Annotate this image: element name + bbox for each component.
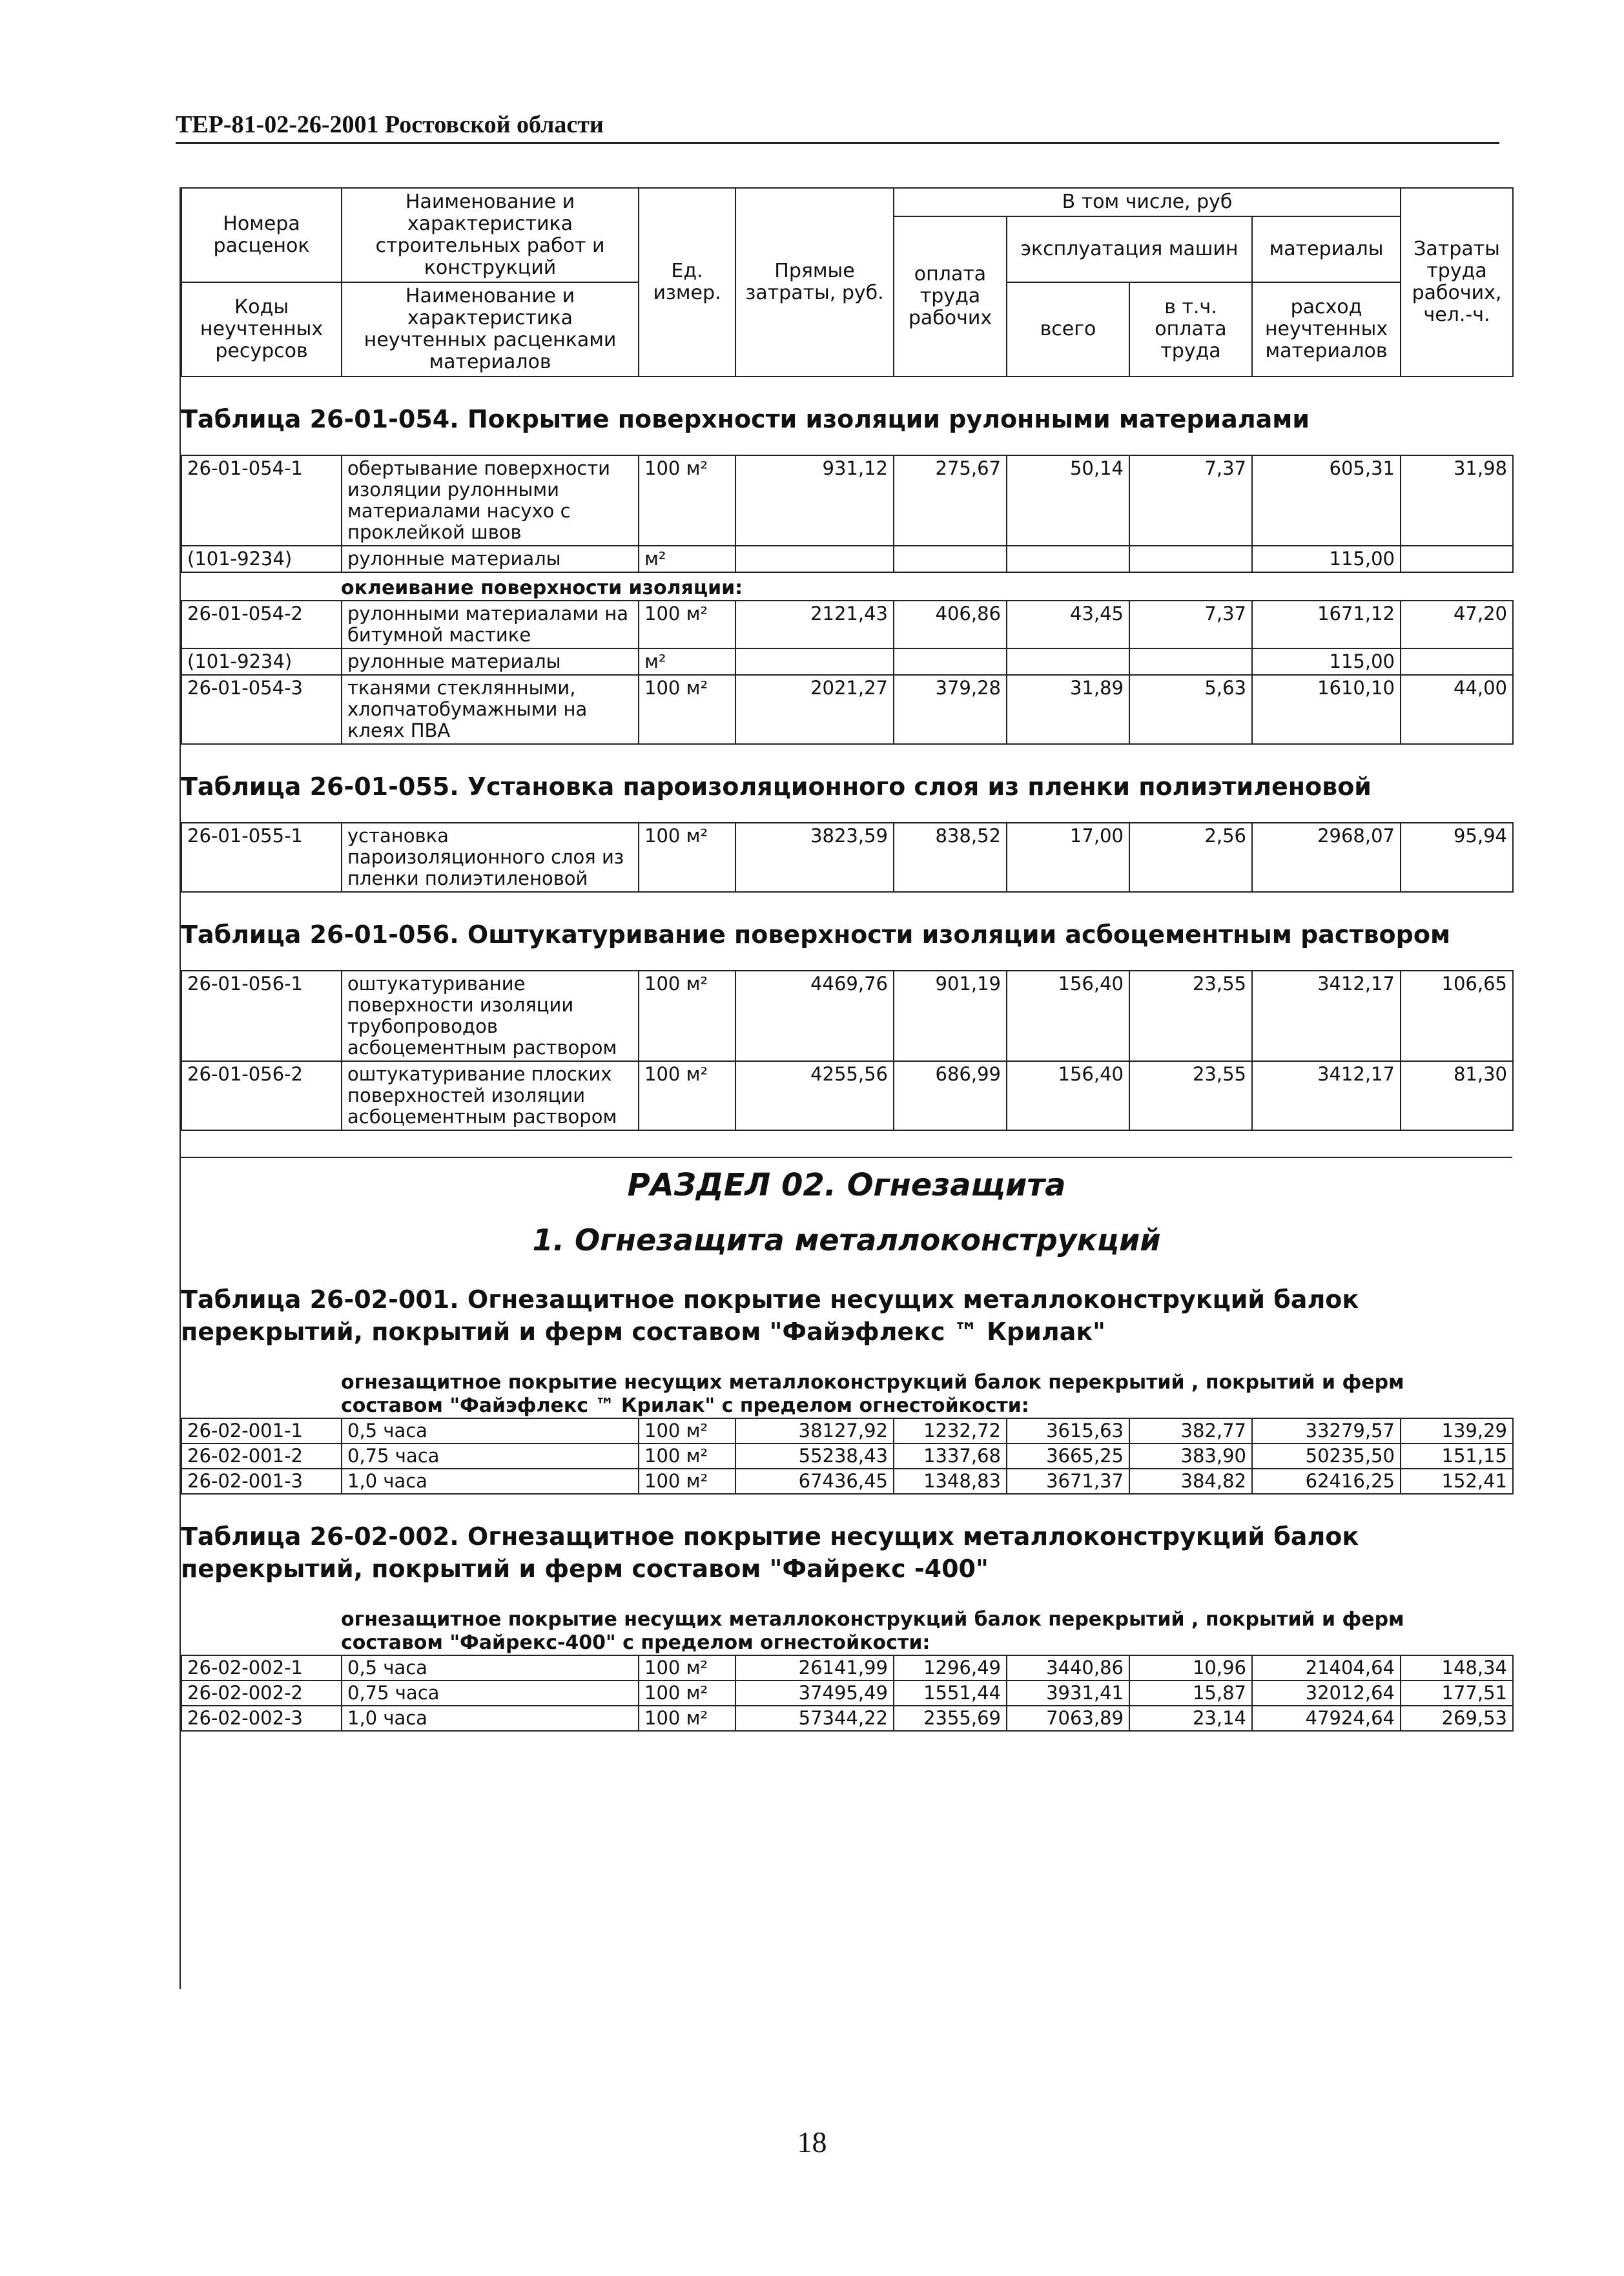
- machines-labor: 7,37: [1129, 455, 1252, 546]
- direct-cost: 57344,22: [735, 1706, 894, 1731]
- table-title: Таблица 26-02-002. Огнезащитное покрытие несущих металлоконструкций балок перекрытий, покрытий и ферм составом "Файрекс -400": [181, 1522, 1359, 1583]
- data-table: [181, 970, 1514, 1131]
- work-name: оштукатуривание плоских поверхностей изоляции асбоцементным раствором: [342, 1061, 639, 1130]
- group-subhead: огнезащитное покрытие несущих металлоконструкций балок перекрытий , покрытий и ферм составом "Файэфлекс ™ Крилак" с пределом огнестойкости:: [341, 1371, 1404, 1417]
- direct-cost: 55238,43: [735, 1443, 894, 1469]
- unit: 100 м²: [639, 1681, 735, 1706]
- work-name: 0,75 часа: [342, 1681, 639, 1706]
- unit: 100 м²: [639, 1469, 735, 1494]
- table-row: [181, 1681, 1513, 1706]
- labor-pay: 379,28: [894, 675, 1007, 744]
- header-machines-labor: в т.ч. оплата труда: [1129, 282, 1252, 377]
- work-name: тканями стеклянными, хлопчатобумажными на клеях ПВА: [342, 675, 639, 744]
- work-name: 0,5 часа: [342, 1418, 639, 1443]
- rate-code: 26-02-001-3: [181, 1469, 342, 1494]
- unit: м²: [639, 648, 735, 675]
- header-labor-pay: оплата труда рабочих: [894, 216, 1007, 377]
- table-row: [181, 675, 1513, 744]
- table-row: [181, 1443, 1513, 1469]
- unit: 100 м²: [639, 1706, 735, 1731]
- header-direct: Прямые затраты, руб.: [735, 188, 894, 377]
- materials: 62416,25: [1252, 1469, 1401, 1494]
- direct-cost: 4469,76: [735, 971, 894, 1061]
- header-machines-total: всего: [1007, 282, 1129, 377]
- machines-total: 156,40: [1007, 971, 1129, 1061]
- header-unit: Ед. измер.: [639, 188, 735, 377]
- unit: 100 м²: [639, 1443, 735, 1469]
- rate-code: 26-02-002-1: [181, 1655, 342, 1681]
- materials: 47924,64: [1252, 1706, 1401, 1731]
- data-table: [181, 822, 1514, 893]
- work-name: 0,75 часа: [342, 1443, 639, 1469]
- section-subtitle: 1. Огнезащита металлоконструкций: [532, 1223, 1161, 1257]
- work-name: 0,5 часа: [342, 1655, 639, 1681]
- labor-pay: [894, 648, 1007, 675]
- table-row: [181, 971, 1513, 1061]
- header-materials-unaccounted: расход неучтенных материалов: [1252, 282, 1401, 377]
- table-row: [181, 601, 1513, 648]
- header-codes: Коды неучтенных ресурсов: [181, 282, 342, 377]
- direct-cost: 2121,43: [735, 601, 894, 648]
- unit: 100 м²: [639, 1655, 735, 1681]
- work-name: 1,0 часа: [342, 1706, 639, 1731]
- rate-code: 26-01-054-1: [181, 455, 342, 546]
- direct-cost: 37495,49: [735, 1681, 894, 1706]
- labor-pay: 406,86: [894, 601, 1007, 648]
- machines-labor: 2,56: [1129, 823, 1252, 892]
- table-title: Таблица 26-01-054. Покрытие поверхности изоляции рулонными материалами: [181, 405, 1310, 433]
- materials: 33279,57: [1252, 1418, 1401, 1443]
- machines-total: 3665,25: [1007, 1443, 1129, 1469]
- table-title: Таблица 26-01-056. Оштукатуривание поверхности изоляции асбоцементным раствором: [181, 920, 1450, 949]
- data-table: [181, 600, 1514, 745]
- table-title: Таблица 26-01-055. Установка пароизоляционного слоя из пленки полиэтиленовой: [181, 772, 1372, 801]
- labor-pay: 901,19: [894, 971, 1007, 1061]
- labor-hours: [1401, 648, 1513, 675]
- table-row: [181, 1469, 1513, 1494]
- work-name: оштукатуривание поверхности изоляции трубопроводов асбоцементным раствором: [342, 971, 639, 1061]
- header-name: Наименование и характеристика строительных работ и конструкций: [342, 188, 639, 282]
- machines-labor: 384,82: [1129, 1469, 1252, 1494]
- header-labor-cost: Затраты труда рабочих, чел.-ч.: [1401, 188, 1513, 377]
- labor-pay: 1337,68: [894, 1443, 1007, 1469]
- table-row: [181, 546, 1513, 572]
- machines-total: 17,00: [1007, 823, 1129, 892]
- machines-total: [1007, 546, 1129, 572]
- machines-total: 31,89: [1007, 675, 1129, 744]
- work-name: установка пароизоляционного слоя из пленки полиэтиленовой: [342, 823, 639, 892]
- machines-labor: 383,90: [1129, 1443, 1252, 1469]
- materials: 115,00: [1252, 648, 1401, 675]
- unit: 100 м²: [639, 823, 735, 892]
- labor-hours: 148,34: [1401, 1655, 1513, 1681]
- work-name: 1,0 часа: [342, 1469, 639, 1494]
- rate-code: (101-9234): [181, 648, 342, 675]
- machines-labor: [1129, 546, 1252, 572]
- group-subhead: оклеивание поверхности изоляции:: [341, 577, 743, 599]
- machines-total: 3671,37: [1007, 1469, 1129, 1494]
- direct-cost: 4255,56: [735, 1061, 894, 1130]
- labor-pay: 2355,69: [894, 1706, 1007, 1731]
- labor-pay: [894, 546, 1007, 572]
- machines-labor: 23,55: [1129, 971, 1252, 1061]
- labor-hours: 47,20: [1401, 601, 1513, 648]
- work-name: рулонные материалы: [342, 546, 639, 572]
- work-name: рулонные материалы: [342, 648, 639, 675]
- unit: м²: [639, 546, 735, 572]
- machines-labor: 10,96: [1129, 1655, 1252, 1681]
- table-row: [181, 823, 1513, 892]
- labor-pay: 1348,83: [894, 1469, 1007, 1494]
- tables-container: [181, 403, 1512, 1131]
- rate-code: 26-02-002-2: [181, 1681, 342, 1706]
- labor-hours: 95,94: [1401, 823, 1513, 892]
- labor-hours: 106,65: [1401, 971, 1513, 1061]
- data-table: [181, 1655, 1514, 1732]
- machines-total: 50,14: [1007, 455, 1129, 546]
- rate-code: 26-01-054-2: [181, 601, 342, 648]
- unit: 100 м²: [639, 1061, 735, 1130]
- materials: 605,31: [1252, 455, 1401, 546]
- machines-total: 3615,63: [1007, 1418, 1129, 1443]
- machines-labor: 5,63: [1129, 675, 1252, 744]
- machines-total: [1007, 648, 1129, 675]
- materials: 21404,64: [1252, 1655, 1401, 1681]
- materials: 32012,64: [1252, 1681, 1401, 1706]
- rate-code: 26-01-056-2: [181, 1061, 342, 1130]
- direct-cost: 2021,27: [735, 675, 894, 744]
- labor-hours: 269,53: [1401, 1706, 1513, 1731]
- rate-code: (101-9234): [181, 546, 342, 572]
- labor-pay: 275,67: [894, 455, 1007, 546]
- labor-pay: 1232,72: [894, 1418, 1007, 1443]
- machines-total: 156,40: [1007, 1061, 1129, 1130]
- unit: 100 м²: [639, 971, 735, 1061]
- fire-tables-container: [181, 1283, 1512, 1732]
- labor-hours: 81,30: [1401, 1061, 1513, 1130]
- labor-hours: 151,15: [1401, 1443, 1513, 1469]
- direct-cost: 38127,92: [735, 1418, 894, 1443]
- table-row: [181, 1061, 1513, 1130]
- data-table: [181, 1418, 1514, 1495]
- labor-pay: 686,99: [894, 1061, 1007, 1130]
- machines-total: 7063,89: [1007, 1706, 1129, 1731]
- rate-code: 26-02-001-1: [181, 1418, 342, 1443]
- table-row: [181, 1706, 1513, 1731]
- materials: 3412,17: [1252, 971, 1401, 1061]
- machines-labor: [1129, 648, 1252, 675]
- table-row: [181, 455, 1513, 546]
- materials: 1610,10: [1252, 675, 1401, 744]
- table-row: [181, 1418, 1513, 1443]
- labor-pay: 838,52: [894, 823, 1007, 892]
- machines-total: 3440,86: [1007, 1655, 1129, 1681]
- rate-code: 26-02-001-2: [181, 1443, 342, 1469]
- header-number: Номера расценок: [181, 188, 342, 282]
- table-row: [181, 1655, 1513, 1681]
- rate-code: 26-01-054-3: [181, 675, 342, 744]
- section-title: РАЗДЕЛ 02. Огнезащита: [181, 1157, 1512, 1203]
- machines-labor: 7,37: [1129, 601, 1252, 648]
- machines-total: 43,45: [1007, 601, 1129, 648]
- labor-pay: 1551,44: [894, 1681, 1007, 1706]
- machines-labor: 23,14: [1129, 1706, 1252, 1731]
- work-name: рулонными материалами на битумной мастике: [342, 601, 639, 648]
- labor-hours: [1401, 546, 1513, 572]
- direct-cost: 931,12: [735, 455, 894, 546]
- labor-pay: 1296,49: [894, 1655, 1007, 1681]
- table-title: Таблица 26-02-001. Огнезащитное покрытие несущих металлоконструкций балок перекрытий, покрытий и ферм составом "Файэфлекс ™ Крилак": [181, 1285, 1359, 1346]
- direct-cost: 3823,59: [735, 823, 894, 892]
- header-name2: Наименование и характеристика неучтенных расценками материалов: [342, 282, 639, 377]
- unit: 100 м²: [639, 675, 735, 744]
- direct-cost: 26141,99: [735, 1655, 894, 1681]
- column-header-table: [181, 187, 1514, 377]
- table-row: [181, 648, 1513, 675]
- rate-code: 26-01-055-1: [181, 823, 342, 892]
- data-table: [181, 455, 1514, 573]
- document-header: ТЕР-81-02-26-2001 Ростовской области: [176, 111, 1499, 144]
- direct-cost: [735, 546, 894, 572]
- rate-code: 26-02-002-3: [181, 1706, 342, 1731]
- header-machines: эксплуатация машин: [1007, 216, 1252, 282]
- page-number: 18: [797, 2126, 827, 2158]
- rate-code: 26-01-056-1: [181, 971, 342, 1061]
- header-materials: материалы: [1252, 216, 1401, 282]
- unit: 100 м²: [639, 455, 735, 546]
- group-subhead: огнезащитное покрытие несущих металлоконструкций балок перекрытий , покрытий и ферм составом "Файрекс-400" с пределом огнестойкости:: [341, 1608, 1404, 1654]
- machines-total: 3931,41: [1007, 1681, 1129, 1706]
- direct-cost: [735, 648, 894, 675]
- unit: 100 м²: [639, 1418, 735, 1443]
- materials: 115,00: [1252, 546, 1401, 572]
- machines-labor: 15,87: [1129, 1681, 1252, 1706]
- labor-hours: 44,00: [1401, 675, 1513, 744]
- price-sheet: [180, 187, 1512, 1989]
- labor-hours: 177,51: [1401, 1681, 1513, 1706]
- direct-cost: 67436,45: [735, 1469, 894, 1494]
- unit: 100 м²: [639, 601, 735, 648]
- materials: 2968,07: [1252, 823, 1401, 892]
- work-name: обертывание поверхности изоляции рулонными материалами насухо с проклейкой швов: [342, 455, 639, 546]
- labor-hours: 152,41: [1401, 1469, 1513, 1494]
- materials: 1671,12: [1252, 601, 1401, 648]
- labor-hours: 31,98: [1401, 455, 1513, 546]
- materials: 50235,50: [1252, 1443, 1401, 1469]
- materials: 3412,17: [1252, 1061, 1401, 1130]
- labor-hours: 139,29: [1401, 1418, 1513, 1443]
- machines-labor: 382,77: [1129, 1418, 1252, 1443]
- machines-labor: 23,55: [1129, 1061, 1252, 1130]
- header-including: В том числе, руб: [894, 188, 1401, 216]
